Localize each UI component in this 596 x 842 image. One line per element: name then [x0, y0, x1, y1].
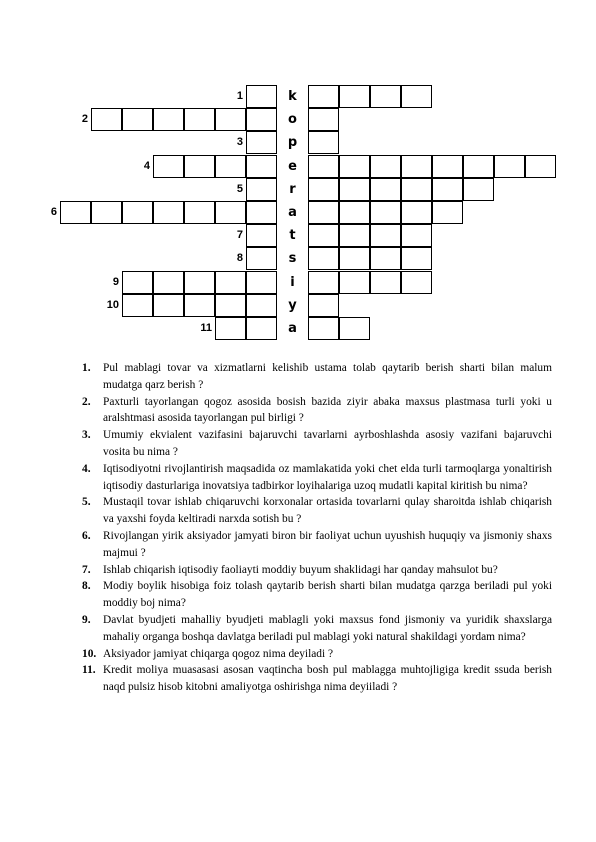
crossword-cell[interactable] [308, 247, 339, 270]
crossword-cell[interactable] [432, 201, 463, 224]
crossword-cell[interactable] [122, 294, 153, 317]
crossword-cell[interactable] [246, 317, 277, 340]
crossword-key-letter-cell[interactable]: p [277, 131, 308, 154]
crossword-cell[interactable] [308, 294, 339, 317]
crossword-cell[interactable] [184, 108, 215, 131]
crossword-cell[interactable] [401, 85, 432, 108]
crossword-cell[interactable] [339, 155, 370, 178]
crossword-cell[interactable] [308, 131, 339, 154]
crossword-cell[interactable] [184, 201, 215, 224]
crossword-cell[interactable] [401, 201, 432, 224]
crossword-cell[interactable] [246, 247, 277, 270]
question-number: 8. [82, 580, 91, 593]
question-text: Aksiyador jamiyat chiqarga qogoz nima deyiladi ? [103, 647, 334, 660]
crossword-cell[interactable] [339, 317, 370, 340]
crossword-cell[interactable] [246, 178, 277, 201]
crossword-cell[interactable] [339, 247, 370, 270]
crossword-cell[interactable] [215, 201, 246, 224]
question-number: 11. [82, 664, 96, 677]
crossword-key-letter-cell[interactable]: t [277, 224, 308, 247]
crossword-cell[interactable] [91, 201, 122, 224]
question-text: Davlat byudjeti mahalliy byudjeti mablagli yoki maxsus fond jismoniy va yuridik shaxslarga mahaliy organga boshqa davlatga beriladi pul mablagi yoki natural shakildagi yordam nima? [103, 613, 552, 643]
question-text: Rivojlangan yirik aksiyador jamyati biron bir faoliyat uchun uyushish huquqiy va jismoniy shaxs majmui ? [103, 529, 552, 559]
crossword-cell[interactable] [246, 85, 277, 108]
crossword-row-number: 7 [236, 229, 243, 242]
crossword-cell[interactable] [339, 85, 370, 108]
crossword-row-number: 3 [236, 136, 243, 149]
question-item [82, 562, 552, 579]
crossword-key-letter-cell[interactable]: s [277, 247, 308, 270]
crossword-cell[interactable] [308, 85, 339, 108]
crossword-row-number: 10 [106, 298, 119, 311]
question-number: 10. [82, 647, 97, 660]
question-number: 3. [82, 429, 91, 442]
question-number: 4. [82, 462, 91, 475]
question-number: 2. [82, 395, 91, 408]
crossword-cell[interactable] [246, 131, 277, 154]
crossword-key-letter-cell[interactable]: a [277, 317, 308, 340]
crossword-cell[interactable] [308, 271, 339, 294]
crossword-cell[interactable] [401, 247, 432, 270]
crossword-cell[interactable] [308, 108, 339, 131]
question-text: Iqtisodiyotni rivojlantirish maqsadida oz mamlakatida yoki chet elda turli tarmoqlarga yonaltirish iqtisodiy dasturlariga inovatsiya tadbirkor loyihalariga uzoq mudatli kapital kiritish bu nima? [103, 462, 552, 492]
crossword-cell[interactable] [339, 201, 370, 224]
crossword-cell[interactable] [153, 155, 184, 178]
question-item [82, 528, 552, 562]
crossword-cell[interactable] [215, 271, 246, 294]
crossword-cell[interactable] [246, 108, 277, 131]
crossword-grid [0, 0, 596, 340]
question-item [82, 360, 552, 394]
question-number: 7. [82, 563, 91, 576]
crossword-row-number: 8 [236, 252, 243, 265]
crossword-cell[interactable] [401, 271, 432, 294]
crossword-cell[interactable] [432, 155, 463, 178]
question-text: Kredit moliya muasasasi asosan vaqtincha bosh pul mablagga muhtojligiga kredit ssuda berish naqd pulsiz hisob kitobni amaliyotga oshirishga nima deyiiladi ? [103, 664, 552, 694]
crossword-cell[interactable] [463, 155, 494, 178]
question-text: Umumiy ekvialent vazifasini bajaruvchi tavarlarni ayrboshlashda asosiy vazifani bajaruvchi vosita bu nima ? [103, 429, 552, 458]
crossword-cell[interactable] [153, 108, 184, 131]
crossword-cell[interactable] [246, 224, 277, 247]
crossword-row-number: 2 [81, 113, 88, 126]
question-item [82, 578, 552, 612]
question-text: Paxturli tayorlangan qogoz asosida bosish bazida ziyir abaka maxsus plastmasa turli yoki u aralshtmasi asosida tayorlangan pul birligi ? [103, 395, 552, 425]
crossword-cell[interactable] [308, 224, 339, 247]
question-item [82, 612, 552, 646]
crossword-cell[interactable] [370, 247, 401, 270]
crossword-cell[interactable] [184, 294, 215, 317]
crossword-key-letter-cell[interactable]: y [277, 294, 308, 317]
question-number: 9. [82, 613, 91, 626]
question-item [82, 646, 552, 663]
crossword-key-letter-cell[interactable]: a [277, 201, 308, 224]
crossword-cell[interactable] [401, 155, 432, 178]
crossword-row-number: 6 [50, 206, 57, 218]
question-text: Modiy boylik hisobiga foiz tolash qaytarib berish sharti bilan mudatga qarzga beriladi pul yoki moddiy boj nima? [103, 580, 552, 610]
crossword-cell[interactable] [370, 271, 401, 294]
question-item [82, 394, 552, 428]
crossword-cell[interactable] [308, 201, 339, 224]
crossword-cell[interactable] [308, 178, 339, 201]
crossword-cell[interactable] [370, 155, 401, 178]
question-item [82, 494, 552, 528]
crossword-cell[interactable] [215, 108, 246, 131]
crossword-cell[interactable] [339, 271, 370, 294]
crossword-cell[interactable] [432, 178, 463, 201]
crossword-key-letter-cell[interactable]: r [277, 178, 308, 201]
crossword-cell[interactable] [525, 155, 556, 178]
question-number: 5. [82, 496, 91, 509]
crossword-cell[interactable] [401, 224, 432, 247]
crossword-cell[interactable] [153, 201, 184, 224]
crossword-key-letter-cell[interactable]: o [277, 108, 308, 131]
crossword-cell[interactable] [246, 271, 277, 294]
crossword-cell[interactable] [215, 294, 246, 317]
crossword-cell[interactable] [184, 155, 215, 178]
crossword-cell[interactable] [246, 201, 277, 224]
crossword-cell[interactable] [153, 271, 184, 294]
crossword-key-letter-cell[interactable]: e [277, 155, 308, 178]
crossword-cell[interactable] [122, 108, 153, 131]
crossword-cell[interactable] [246, 294, 277, 317]
crossword-key-letter-cell[interactable]: i [277, 271, 308, 294]
crossword-cell[interactable] [215, 155, 246, 178]
crossword-cell[interactable] [91, 108, 122, 131]
crossword-row-number: 9 [112, 275, 119, 288]
crossword-cell[interactable] [339, 178, 370, 201]
crossword-cell[interactable] [246, 155, 277, 178]
crossword-cell[interactable] [401, 178, 432, 201]
crossword-cell[interactable] [60, 201, 91, 224]
crossword-cell[interactable] [184, 271, 215, 294]
crossword-cell[interactable] [370, 224, 401, 247]
crossword-cell[interactable] [370, 201, 401, 224]
crossword-row-number: 1 [236, 90, 243, 102]
crossword-cell[interactable] [308, 317, 339, 340]
question-item [82, 427, 552, 461]
crossword-cell[interactable] [153, 294, 184, 317]
crossword-cell[interactable] [370, 178, 401, 201]
crossword-cell[interactable] [463, 178, 494, 201]
crossword-cell[interactable] [494, 155, 525, 178]
crossword-cell[interactable] [308, 155, 339, 178]
crossword-cell[interactable] [122, 201, 153, 224]
question-text: Ishlab chiqarish iqtisodiy faoliayti moddiy buyum shaklidagi har qanday mahsulot bu? [103, 563, 498, 576]
crossword-cell[interactable] [339, 224, 370, 247]
question-text: Mustaqil tovar ishlab chiqaruvchi korxonalar ortasida tovarlarni qulay sharoitda ishlab chiqarish va yaxshi foyda keltiradi narxda sotish bu ? [103, 496, 552, 526]
crossword-row-number: 11 [200, 322, 212, 334]
question-number: 6. [82, 529, 91, 542]
question-number: 1. [82, 362, 91, 374]
question-list [82, 360, 552, 696]
question-item [82, 662, 552, 696]
crossword-cell[interactable] [370, 85, 401, 108]
crossword-row-number: 4 [143, 159, 150, 172]
crossword-key-letter-cell[interactable]: k [277, 85, 308, 108]
question-item [82, 461, 552, 495]
crossword-cell[interactable] [215, 317, 246, 340]
question-text: Pul mablagi tovar va xizmatlarni kelishib ustama tolab qaytarib berish sharti bilan malum mudatga qarz berish ? [103, 362, 552, 391]
crossword-cell[interactable] [122, 271, 153, 294]
crossword-row-number: 5 [236, 182, 243, 195]
